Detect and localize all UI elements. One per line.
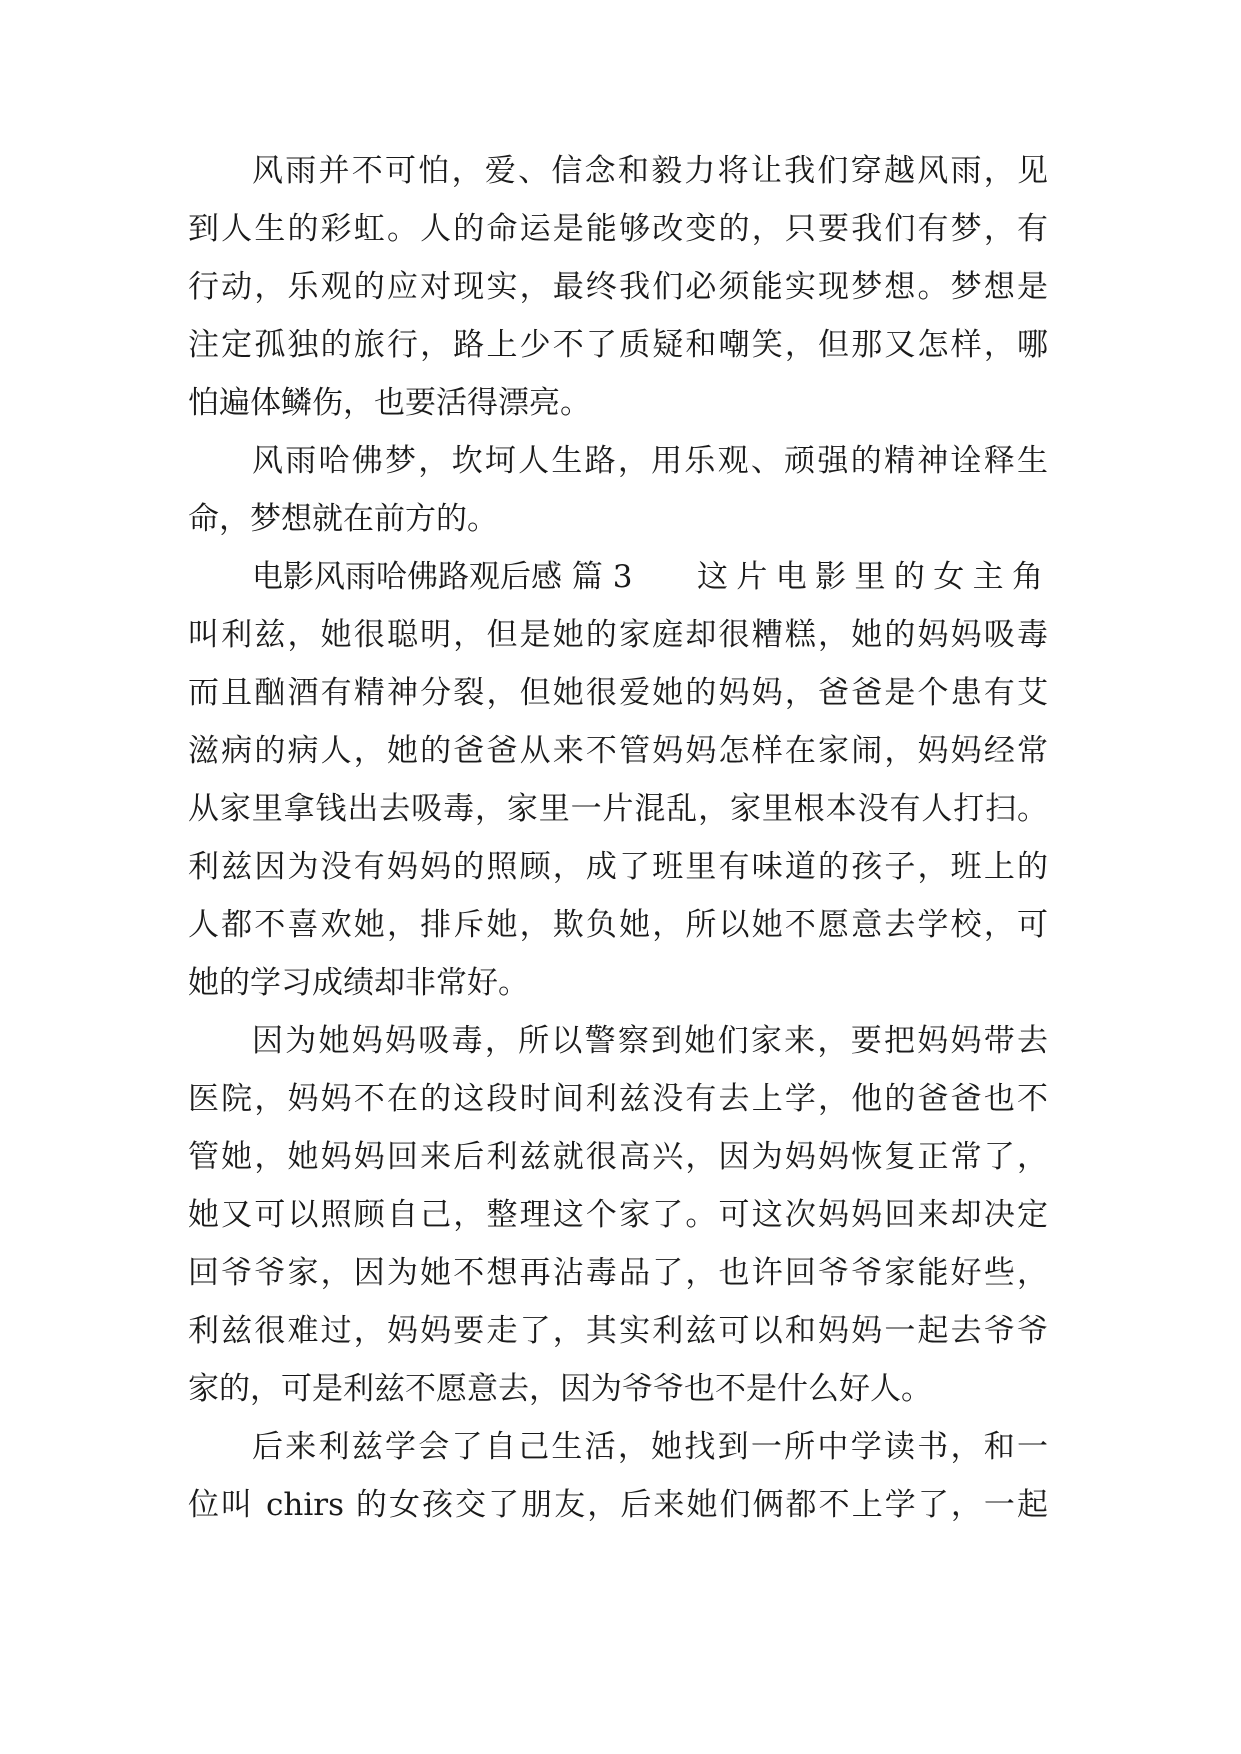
text-line: 因为她妈妈吸毒，所以警察到她们家来，要把妈妈带去	[252, 1023, 1048, 1059]
text-line: 利兹很难过，妈妈要走了，其实利兹可以和妈妈一起去爷爷	[188, 1313, 1048, 1349]
text-line: 她又可以照顾自己，整理这个家了。可这次妈妈回来却决定	[188, 1197, 1048, 1233]
section-heading-line	[252, 557, 1048, 597]
text-line: 而且酗酒有精神分裂，但她很爱她的妈妈，爸爸是个患有艾	[188, 675, 1048, 711]
text-line: 命，梦想就在前方的。	[188, 501, 498, 537]
section-heading-continuation: 这片电影里的女主角	[697, 559, 1043, 595]
text-line: 利兹因为没有妈妈的照顾，成了班里有味道的孩子，班上的	[188, 849, 1048, 885]
text-line: 人都不喜欢她，排斥她，欺负她，所以她不愿意去学校，可	[188, 907, 1048, 943]
text-line: 行动，乐观的应对现实，最终我们必须能实现梦想。梦想是	[188, 269, 1048, 305]
text-line: 从家里拿钱出去吸毒，家里一片混乱，家里根本没有人打扫。	[188, 791, 1048, 827]
text-line: 后来利兹学会了自己生活，她找到一所中学读书，和一	[252, 1429, 1048, 1465]
text-line: 滋病的病人，她的爸爸从来不管妈妈怎样在家闹，妈妈经常	[188, 733, 1048, 769]
text-line: 医院，妈妈不在的这段时间利兹没有去上学，他的爸爸也不	[188, 1081, 1048, 1117]
text-line: 风雨并不可怕，爱、信念和毅力将让我们穿越风雨，见	[252, 153, 1048, 189]
text-line: 注定孤独的旅行，路上少不了质疑和嘲笑，但那又怎样，哪	[188, 327, 1048, 363]
text-line: 到人生的彩虹。人的命运是能够改变的，只要我们有梦，有	[188, 211, 1048, 247]
text-line: 家的，可是利兹不愿意去，因为爷爷也不是什么好人。	[188, 1371, 932, 1407]
text-line: 回爷爷家，因为她不想再沾毒品了，也许回爷爷家能好些，	[188, 1255, 1048, 1291]
text-line: 怕遍体鳞伤，也要活得漂亮。	[188, 385, 591, 421]
text-line: 管她，她妈妈回来后利兹就很高兴，因为妈妈恢复正常了，	[188, 1139, 1048, 1175]
section-heading-title: 电影风雨哈佛路观后感 篇 3	[252, 559, 633, 595]
text-line: 位叫 chirs 的女孩交了朋友，后来她们俩都不上学了，一起	[188, 1487, 1048, 1523]
text-line: 她的学习成绩却非常好。	[188, 965, 529, 1001]
text-line: 叫利兹，她很聪明，但是她的家庭却很糟糕，她的妈妈吸毒	[188, 617, 1048, 653]
text-line: 风雨哈佛梦，坎坷人生路，用乐观、顽强的精神诠释生	[252, 443, 1048, 479]
